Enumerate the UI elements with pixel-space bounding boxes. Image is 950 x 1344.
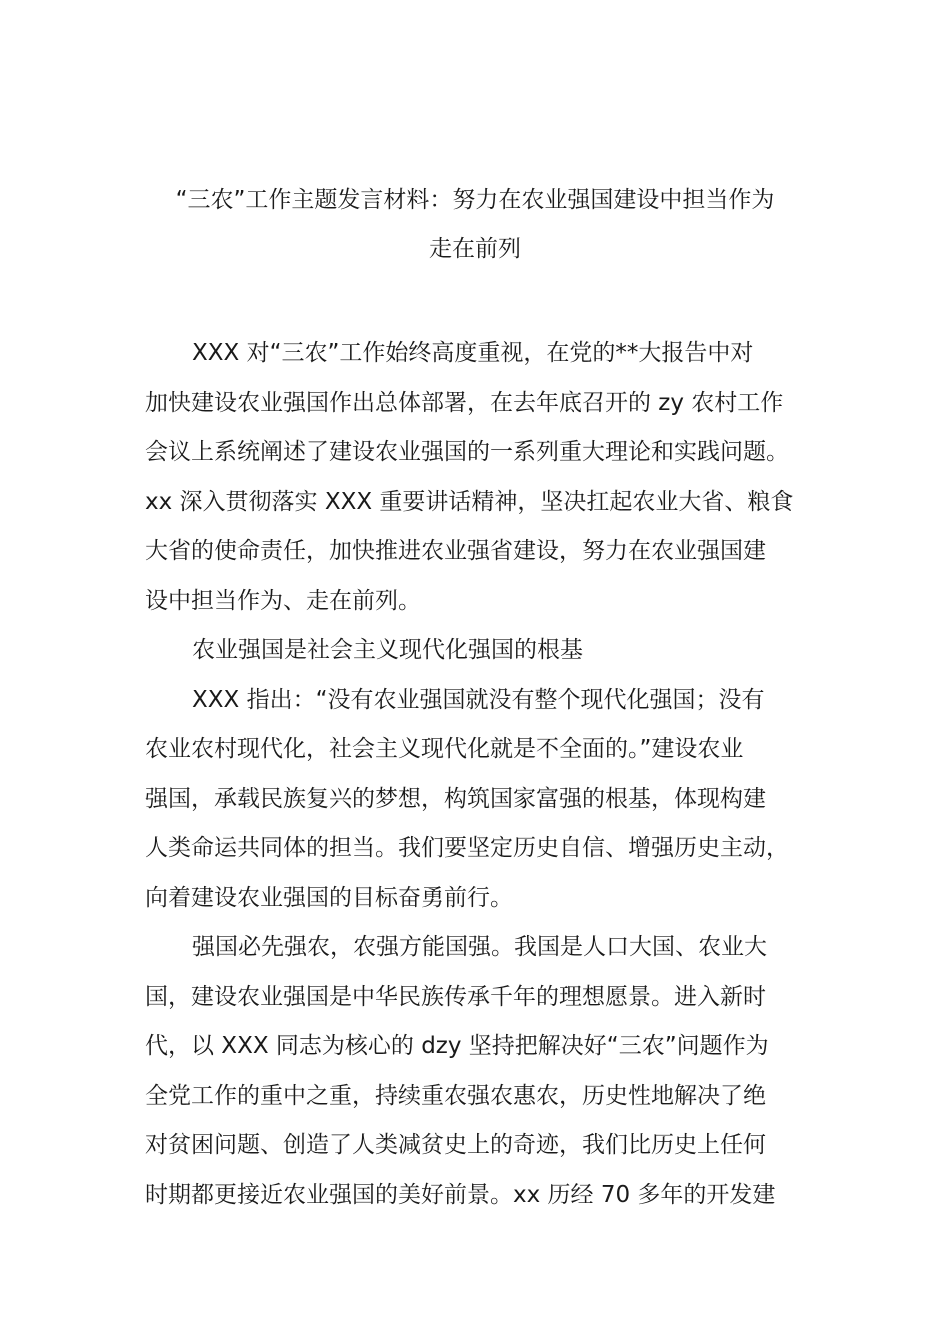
body-text-line: 大省的使命责任，加快推进农业强省建设，努力在农业强国建 [145,538,766,564]
body-text-line: 代，以 XXX 同志为核心的 dzy 坚持把解决好“三农”问题作为 [145,1033,769,1059]
body-text-line: 国，建设农业强国是中华民族传承千年的理想愿景。进入新时 [145,984,766,1010]
body-text-line: xx 深入贯彻落实 XXX 重要讲话精神，坚决扛起农业大省、粮食 [145,489,794,515]
body-text-line: 会议上系统阐述了建设农业强国的一系列重大理论和实践问题。 [145,439,789,465]
body-text-line: 设中担当作为、走在前列。 [145,588,421,614]
body-text-line: 农业农村现代化，社会主义现代化就是不全面的。”建设农业 [145,736,744,762]
body-text-line: 人类命运共同体的担当。我们要坚定历史自信、增强历史主动， [145,835,789,861]
body-text-line: 全党工作的重中之重，持续重农强农惠农，历史性地解决了绝 [145,1083,766,1109]
section-heading: 农业强国是社会主义现代化强国的根基 [192,637,583,663]
document-title-line-2: 走在前列 [429,236,521,262]
body-text-line: 强国，承载民族复兴的梦想，构筑国家富强的根基，体现构建 [145,786,766,812]
body-text-line: 向着建设农业强国的目标奋勇前行。 [145,885,513,911]
body-text-line: XXX 对“三农”工作始终高度重视，在党的**大报告中对 [192,340,754,366]
body-text-line: 强国必先强农，农强方能国强。我国是人口大国、农业大 [192,934,767,960]
body-text-line: 对贫困问题、创造了人类减贫史上的奇迹，我们比历史上任何 [145,1132,766,1158]
body-text-line: 加快建设农业强国作出总体部署，在去年底召开的 zy 农村工作 [145,390,784,416]
document-title-line-1: “三农”工作主题发言材料：努力在农业强国建设中担当作为 [175,187,775,213]
body-text-line: XXX 指出：“没有农业强国就没有整个现代化强国；没有 [192,687,765,713]
body-text-line: 时期都更接近农业强国的美好前景。xx 历经 70 多年的开发建 [145,1182,776,1208]
